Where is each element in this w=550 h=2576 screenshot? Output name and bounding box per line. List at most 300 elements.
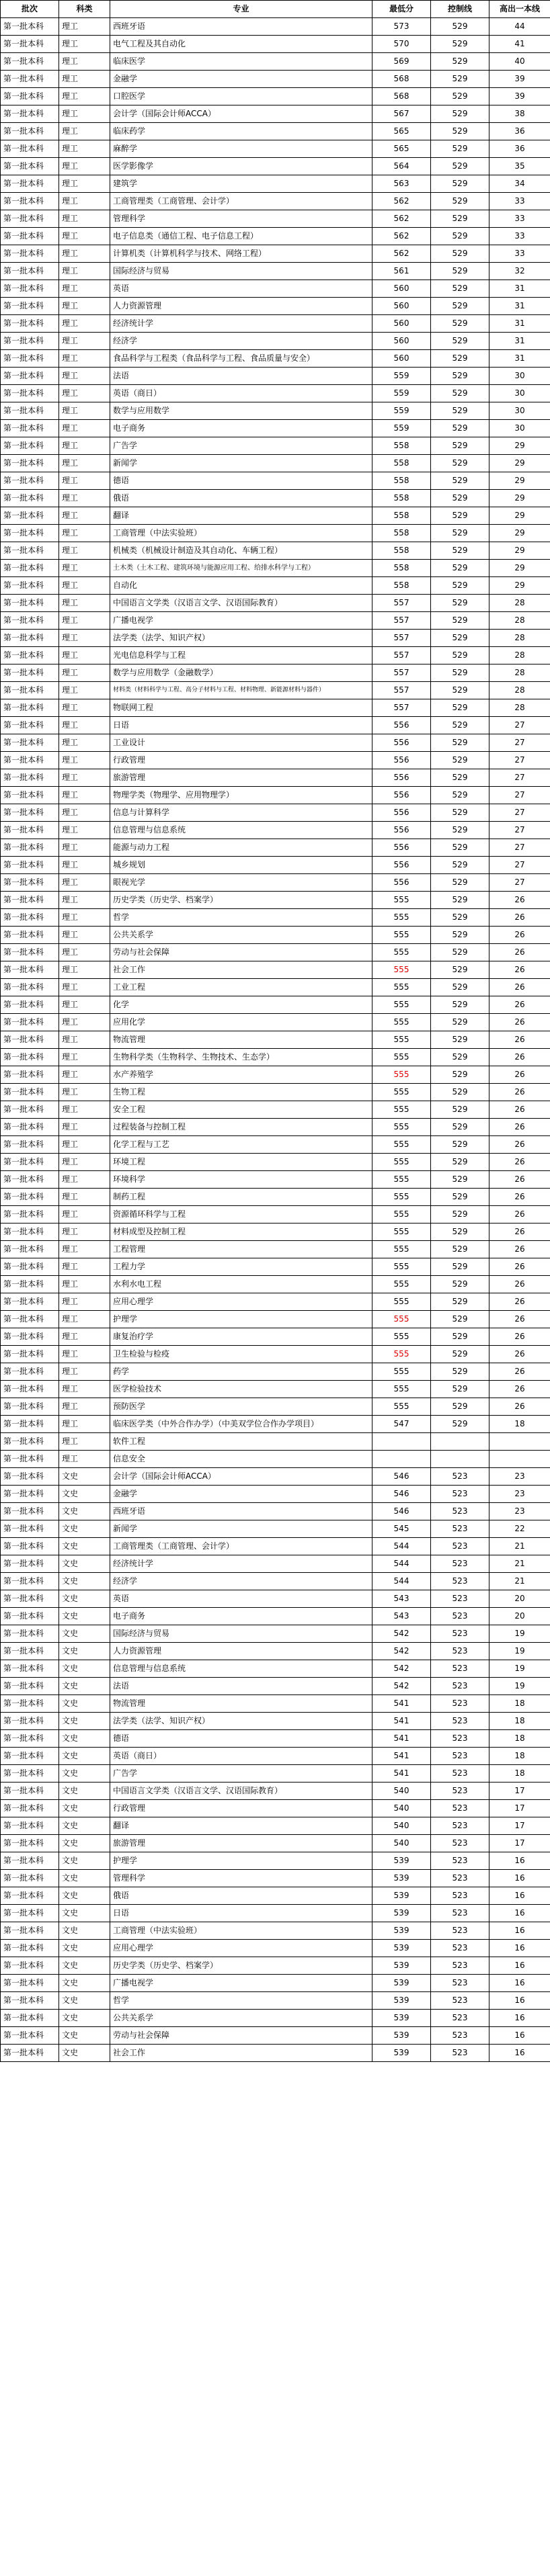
above-line-cell: 16 (489, 1957, 550, 1975)
major-cell: 环境科学 (110, 1171, 372, 1189)
min-score-cell: 558 (372, 525, 431, 542)
category-cell: 文史 (59, 2027, 110, 2045)
control-line-cell: 529 (431, 927, 489, 944)
min-score-cell: 557 (372, 647, 431, 664)
min-score-cell: 558 (372, 472, 431, 490)
control-line-cell: 529 (431, 1189, 489, 1206)
control-line-cell: 529 (431, 1276, 489, 1293)
control-line-cell: 529 (431, 769, 489, 787)
category-cell: 文史 (59, 1573, 110, 1590)
control-line-cell: 529 (431, 542, 489, 560)
batch-cell: 第一批本科 (1, 664, 59, 682)
category-cell: 理工 (59, 927, 110, 944)
category-cell: 理工 (59, 961, 110, 979)
control-line-cell: 529 (431, 175, 489, 193)
major-cell: 经济学 (110, 333, 372, 350)
min-score-cell: 539 (372, 1957, 431, 1975)
major-cell: 经济学 (110, 1573, 372, 1590)
major-cell: 旅游管理 (110, 1835, 372, 1852)
batch-cell: 第一批本科 (1, 1189, 59, 1206)
table-row (1, 874, 550, 892)
batch-cell: 第一批本科 (1, 1206, 59, 1223)
min-score-cell: 542 (372, 1660, 431, 1678)
major-cell: 新闻学 (110, 1520, 372, 1538)
batch-cell: 第一批本科 (1, 1783, 59, 1800)
table-row (1, 1049, 550, 1066)
category-cell: 文史 (59, 1678, 110, 1695)
min-score-cell: 555 (372, 927, 431, 944)
table-row (1, 979, 550, 996)
category-cell: 理工 (59, 1433, 110, 1451)
control-line-cell: 523 (431, 1520, 489, 1538)
above-line-cell: 26 (489, 909, 550, 927)
min-score-cell: 555 (372, 1119, 431, 1136)
control-line-cell: 529 (431, 1171, 489, 1189)
category-cell: 理工 (59, 1119, 110, 1136)
min-score-cell: 562 (372, 245, 431, 263)
control-line-cell: 523 (431, 1608, 489, 1625)
major-cell: 材料成型及控制工程 (110, 1223, 372, 1241)
min-score-cell: 557 (372, 612, 431, 630)
major-cell: 环境工程 (110, 1154, 372, 1171)
min-score-cell: 555 (372, 1328, 431, 1346)
above-line-cell: 39 (489, 71, 550, 88)
batch-cell: 第一批本科 (1, 1608, 59, 1625)
above-line-cell: 26 (489, 1398, 550, 1416)
table-row (1, 437, 550, 455)
category-cell: 理工 (59, 1258, 110, 1276)
batch-cell: 第一批本科 (1, 490, 59, 507)
table-row (1, 385, 550, 402)
category-cell: 理工 (59, 245, 110, 263)
control-line-cell: 523 (431, 1783, 489, 1800)
batch-cell: 第一批本科 (1, 472, 59, 490)
min-score-cell: 555 (372, 1293, 431, 1311)
category-cell: 理工 (59, 420, 110, 437)
control-line-cell: 523 (431, 1957, 489, 1975)
control-line-cell: 529 (431, 822, 489, 839)
min-score-cell: 547 (372, 1416, 431, 1433)
major-cell: 翻译 (110, 507, 372, 525)
table-row (1, 1258, 550, 1276)
major-cell: 人力资源管理 (110, 1643, 372, 1660)
min-score-cell: 567 (372, 105, 431, 123)
category-cell: 理工 (59, 175, 110, 193)
category-cell: 理工 (59, 280, 110, 298)
control-line-cell: 529 (431, 734, 489, 752)
control-line-cell: 529 (431, 630, 489, 647)
min-score-cell: 555 (372, 892, 431, 909)
above-line-cell: 28 (489, 630, 550, 647)
table-row (1, 2027, 550, 2045)
batch-cell: 第一批本科 (1, 53, 59, 71)
major-cell: 旅游管理 (110, 769, 372, 787)
above-line-cell: 26 (489, 996, 550, 1014)
min-score-cell: 569 (372, 53, 431, 71)
batch-cell: 第一批本科 (1, 1748, 59, 1765)
batch-cell: 第一批本科 (1, 18, 59, 36)
above-line-cell: 31 (489, 350, 550, 368)
table-row (1, 769, 550, 787)
category-cell: 理工 (59, 560, 110, 577)
table-row (1, 1608, 550, 1625)
above-line-cell: 29 (489, 437, 550, 455)
batch-cell: 第一批本科 (1, 1276, 59, 1293)
major-cell: 水产养殖学 (110, 1066, 372, 1084)
min-score-cell: 541 (372, 1765, 431, 1783)
batch-cell: 第一批本科 (1, 158, 59, 175)
major-cell: 应用心理学 (110, 1293, 372, 1311)
table-row (1, 1573, 550, 1590)
table-row (1, 1643, 550, 1660)
min-score-cell: 563 (372, 175, 431, 193)
major-cell: 光电信息科学与工程 (110, 647, 372, 664)
category-cell: 理工 (59, 734, 110, 752)
control-line-cell: 529 (431, 385, 489, 402)
major-cell: 人力资源管理 (110, 298, 372, 315)
above-line-cell: 23 (489, 1468, 550, 1486)
control-line-cell: 529 (431, 979, 489, 996)
above-line-cell: 28 (489, 612, 550, 630)
major-cell: 城乡规划 (110, 857, 372, 874)
category-cell: 理工 (59, 1311, 110, 1328)
above-line-cell: 27 (489, 752, 550, 769)
above-line-cell: 21 (489, 1538, 550, 1555)
major-cell: 工程管理 (110, 1241, 372, 1258)
min-score-cell: 562 (372, 228, 431, 245)
min-score-cell: 564 (372, 158, 431, 175)
table-row (1, 1119, 550, 1136)
min-score-cell: 559 (372, 420, 431, 437)
batch-cell: 第一批本科 (1, 420, 59, 437)
control-line-cell: 529 (431, 874, 489, 892)
batch-cell: 第一批本科 (1, 1381, 59, 1398)
table-row (1, 1748, 550, 1765)
category-cell: 理工 (59, 1416, 110, 1433)
table-row (1, 368, 550, 385)
batch-cell: 第一批本科 (1, 1817, 59, 1835)
table-row (1, 315, 550, 333)
above-line-cell: 27 (489, 857, 550, 874)
batch-cell: 第一批本科 (1, 1678, 59, 1695)
min-score-cell: 555 (372, 1171, 431, 1189)
control-line-cell: 529 (431, 1241, 489, 1258)
category-cell: 理工 (59, 1451, 110, 1468)
category-cell: 理工 (59, 1014, 110, 1031)
major-cell: 生物工程 (110, 1084, 372, 1101)
major-cell: 预防医学 (110, 1398, 372, 1416)
above-line-cell: 29 (489, 560, 550, 577)
table-row (1, 1206, 550, 1223)
control-line-cell: 523 (431, 1800, 489, 1817)
batch-cell: 第一批本科 (1, 210, 59, 228)
category-cell: 理工 (59, 88, 110, 105)
table-row (1, 175, 550, 193)
batch-cell: 第一批本科 (1, 787, 59, 804)
min-score-cell: 539 (372, 2010, 431, 2027)
category-cell: 理工 (59, 664, 110, 682)
table-row (1, 140, 550, 158)
table-row (1, 734, 550, 752)
category-cell: 理工 (59, 315, 110, 333)
major-cell: 安全工程 (110, 1101, 372, 1119)
table-row (1, 2045, 550, 2062)
table-row (1, 1468, 550, 1486)
table-row (1, 158, 550, 175)
min-score-cell: 542 (372, 1678, 431, 1695)
batch-cell: 第一批本科 (1, 996, 59, 1014)
table-row (1, 822, 550, 839)
batch-cell: 第一批本科 (1, 350, 59, 368)
batch-cell: 第一批本科 (1, 1538, 59, 1555)
major-cell: 英语（商日） (110, 385, 372, 402)
batch-cell: 第一批本科 (1, 874, 59, 892)
control-line-cell: 523 (431, 1678, 489, 1695)
table-row (1, 804, 550, 822)
batch-cell: 第一批本科 (1, 577, 59, 595)
category-cell: 理工 (59, 507, 110, 525)
category-cell: 文史 (59, 1520, 110, 1538)
above-line-cell: 26 (489, 1101, 550, 1119)
batch-cell: 第一批本科 (1, 909, 59, 927)
category-cell: 文史 (59, 1957, 110, 1975)
control-line-cell: 523 (431, 1695, 489, 1713)
category-cell: 理工 (59, 368, 110, 385)
table-row (1, 944, 550, 961)
table-row (1, 612, 550, 630)
batch-cell: 第一批本科 (1, 368, 59, 385)
min-score-cell: 540 (372, 1835, 431, 1852)
major-cell: 劳动与社会保障 (110, 944, 372, 961)
control-line-cell: 529 (431, 350, 489, 368)
min-score-cell: 555 (372, 1154, 431, 1171)
min-score-cell: 539 (372, 1852, 431, 1870)
major-cell: 哲学 (110, 909, 372, 927)
control-line-cell: 529 (431, 699, 489, 717)
control-line-cell: 523 (431, 1992, 489, 2010)
table-row (1, 1486, 550, 1503)
table-row (1, 595, 550, 612)
major-cell: 管理科学 (110, 210, 372, 228)
category-cell: 文史 (59, 1748, 110, 1765)
major-cell: 化学工程与工艺 (110, 1136, 372, 1154)
table-row (1, 1800, 550, 1817)
control-line-cell: 523 (431, 1887, 489, 1905)
major-cell: 翻译 (110, 1817, 372, 1835)
control-line-cell: 529 (431, 228, 489, 245)
major-cell: 信息安全 (110, 1451, 372, 1468)
batch-cell: 第一批本科 (1, 2010, 59, 2027)
batch-cell: 第一批本科 (1, 1049, 59, 1066)
category-cell: 理工 (59, 193, 110, 210)
control-line-cell: 529 (431, 1398, 489, 1416)
batch-cell: 第一批本科 (1, 2045, 59, 2062)
major-cell: 中国语言文学类（汉语言文学、汉语国际教育） (110, 1783, 372, 1800)
batch-cell: 第一批本科 (1, 105, 59, 123)
major-cell: 日语 (110, 717, 372, 734)
above-line-cell: 29 (489, 507, 550, 525)
control-line-cell: 523 (431, 1748, 489, 1765)
table-row (1, 1154, 550, 1171)
table-row (1, 228, 550, 245)
table-row (1, 1311, 550, 1328)
batch-cell: 第一批本科 (1, 123, 59, 140)
table-row (1, 53, 550, 71)
control-line-cell: 529 (431, 1416, 489, 1433)
major-cell: 西班牙语 (110, 1503, 372, 1520)
batch-cell: 第一批本科 (1, 1590, 59, 1608)
above-line-cell: 31 (489, 298, 550, 315)
above-line-cell: 20 (489, 1608, 550, 1625)
major-cell: 历史学类（历史学、档案学） (110, 892, 372, 909)
major-cell: 日语 (110, 1905, 372, 1922)
major-cell: 临床医学类（中外合作办学）（中美双学位合作办学项目） (110, 1416, 372, 1433)
min-score-cell: 556 (372, 717, 431, 734)
category-cell: 理工 (59, 577, 110, 595)
above-line-cell: 41 (489, 36, 550, 53)
batch-cell: 第一批本科 (1, 1520, 59, 1538)
control-line-cell (431, 1433, 489, 1451)
control-line-cell: 529 (431, 455, 489, 472)
batch-cell: 第一批本科 (1, 699, 59, 717)
category-cell: 理工 (59, 647, 110, 664)
min-score-cell: 556 (372, 822, 431, 839)
control-line-cell: 523 (431, 1870, 489, 1887)
major-cell: 俄语 (110, 1887, 372, 1905)
table-row (1, 280, 550, 298)
min-score-cell: 556 (372, 752, 431, 769)
control-line-cell: 529 (431, 1381, 489, 1398)
batch-cell: 第一批本科 (1, 437, 59, 455)
batch-cell: 第一批本科 (1, 1957, 59, 1975)
table-row (1, 1241, 550, 1258)
table-row (1, 123, 550, 140)
min-score-cell: 543 (372, 1590, 431, 1608)
major-cell: 电气工程及其自动化 (110, 36, 372, 53)
above-line-cell: 18 (489, 1695, 550, 1713)
batch-cell: 第一批本科 (1, 1486, 59, 1503)
above-line-cell: 33 (489, 193, 550, 210)
major-cell: 哲学 (110, 1992, 372, 2010)
control-line-cell: 529 (431, 507, 489, 525)
table-row (1, 1695, 550, 1713)
category-cell: 文史 (59, 1695, 110, 1713)
category-cell: 文史 (59, 1800, 110, 1817)
min-score-cell: 539 (372, 2045, 431, 2062)
min-score-cell: 565 (372, 140, 431, 158)
table-row (1, 263, 550, 280)
category-cell: 理工 (59, 909, 110, 927)
batch-cell: 第一批本科 (1, 175, 59, 193)
above-line-cell: 26 (489, 1084, 550, 1101)
control-line-cell: 529 (431, 53, 489, 71)
major-cell: 土木类（土木工程、建筑环境与能源应用工程、给排水科学与工程） (110, 560, 372, 577)
table-body (1, 18, 550, 2062)
batch-cell: 第一批本科 (1, 769, 59, 787)
major-cell: 制药工程 (110, 1189, 372, 1206)
min-score-cell: 557 (372, 699, 431, 717)
header-above-line: 高出一本线 (489, 1, 550, 18)
min-score-cell: 558 (372, 490, 431, 507)
min-score-cell: 541 (372, 1695, 431, 1713)
batch-cell: 第一批本科 (1, 1293, 59, 1311)
min-score-cell: 556 (372, 874, 431, 892)
major-cell: 应用化学 (110, 1014, 372, 1031)
category-cell: 理工 (59, 944, 110, 961)
category-cell: 理工 (59, 1101, 110, 1119)
category-cell: 理工 (59, 1206, 110, 1223)
batch-cell: 第一批本科 (1, 717, 59, 734)
min-score-cell: 555 (372, 1066, 431, 1084)
batch-cell: 第一批本科 (1, 1311, 59, 1328)
category-cell: 理工 (59, 1136, 110, 1154)
table-row (1, 1014, 550, 1031)
control-line-cell: 529 (431, 944, 489, 961)
major-cell: 工商管理（中法实验班） (110, 1922, 372, 1940)
table-row (1, 1451, 550, 1468)
control-line-cell: 523 (431, 1538, 489, 1555)
table-row (1, 1363, 550, 1381)
major-cell: 会计学（国际会计师ACCA） (110, 105, 372, 123)
above-line-cell: 26 (489, 1154, 550, 1171)
major-cell: 护理学 (110, 1852, 372, 1870)
major-cell: 法学类（法学、知识产权） (110, 630, 372, 647)
major-cell: 新闻学 (110, 455, 372, 472)
control-line-cell: 529 (431, 280, 489, 298)
major-cell: 医学影像学 (110, 158, 372, 175)
min-score-cell: 555 (372, 1136, 431, 1154)
control-line-cell: 529 (431, 420, 489, 437)
table-row (1, 1538, 550, 1555)
control-line-cell: 529 (431, 804, 489, 822)
category-cell: 理工 (59, 717, 110, 734)
table-row (1, 630, 550, 647)
major-cell: 法学类（法学、知识产权） (110, 1713, 372, 1730)
category-cell: 理工 (59, 699, 110, 717)
batch-cell: 第一批本科 (1, 333, 59, 350)
min-score-cell: 555 (372, 1189, 431, 1206)
major-cell: 广播电视学 (110, 612, 372, 630)
major-cell: 国际经济与贸易 (110, 263, 372, 280)
table-header-row (1, 1, 550, 18)
batch-cell: 第一批本科 (1, 542, 59, 560)
category-cell: 文史 (59, 1730, 110, 1748)
min-score-cell: 560 (372, 315, 431, 333)
batch-cell: 第一批本科 (1, 857, 59, 874)
batch-cell: 第一批本科 (1, 1171, 59, 1189)
control-line-cell: 529 (431, 1049, 489, 1066)
category-cell: 文史 (59, 1555, 110, 1573)
batch-cell: 第一批本科 (1, 1992, 59, 2010)
major-cell: 国际经济与贸易 (110, 1625, 372, 1643)
above-line-cell: 31 (489, 333, 550, 350)
category-cell: 理工 (59, 630, 110, 647)
category-cell: 理工 (59, 455, 110, 472)
major-cell: 工商管理类（工商管理、会计学） (110, 193, 372, 210)
category-cell: 理工 (59, 1084, 110, 1101)
category-cell: 理工 (59, 36, 110, 53)
above-line-cell: 26 (489, 1293, 550, 1311)
control-line-cell: 523 (431, 1817, 489, 1835)
control-line-cell: 523 (431, 1730, 489, 1748)
batch-cell: 第一批本科 (1, 1975, 59, 1992)
major-cell: 卫生检验与检疫 (110, 1346, 372, 1363)
category-cell: 理工 (59, 385, 110, 402)
above-line-cell: 17 (489, 1783, 550, 1800)
control-line-cell: 523 (431, 1503, 489, 1520)
control-line-cell: 529 (431, 647, 489, 664)
min-score-cell: 556 (372, 857, 431, 874)
